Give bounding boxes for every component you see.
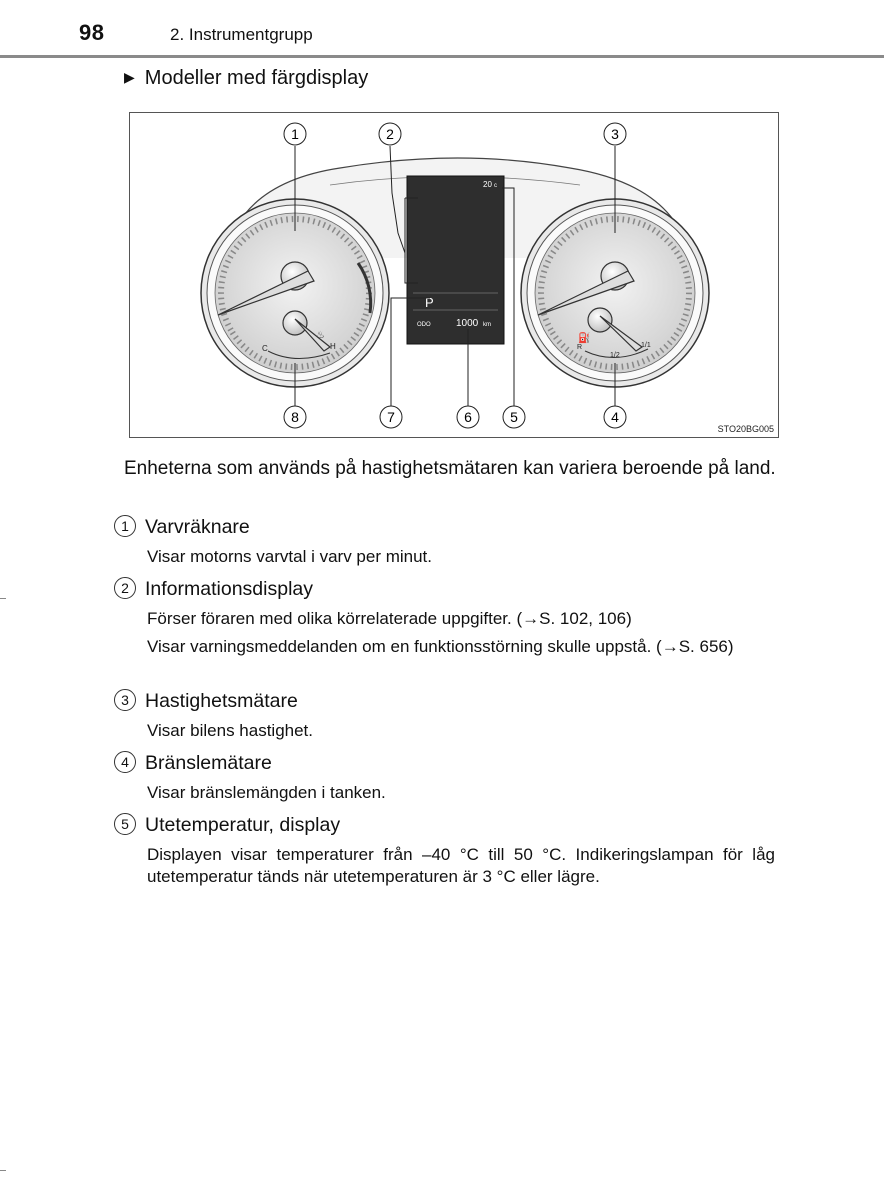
item-description: Visar motorns varvtal i varv per minut. bbox=[147, 547, 432, 566]
page-edge-mark bbox=[0, 1170, 6, 1171]
callout-4: 4 bbox=[611, 409, 619, 425]
temp-cold-label: C bbox=[262, 344, 268, 353]
item-description: Visar bränslemängden i tanken. bbox=[147, 783, 386, 802]
information-display bbox=[407, 176, 504, 344]
section-heading-text: Modeller med färgdisplay bbox=[144, 67, 369, 89]
callout-1: 1 bbox=[291, 126, 299, 142]
callout-2: 2 bbox=[386, 126, 394, 142]
item-description: Visar bilens hastighet. bbox=[147, 721, 314, 740]
outside-temp-unit: c bbox=[494, 183, 497, 189]
item-description: Displayen visar temperaturer från –40 °C till 50 °C. Indikeringslampan för låg utetemperatur tänds när utetemperaturen är 3 °C eller lägre. bbox=[147, 845, 775, 886]
odo-label: ODO bbox=[417, 322, 431, 328]
item-title: Hastighetsmätare bbox=[145, 690, 298, 712]
section-heading bbox=[124, 67, 368, 90]
page-number: 98 bbox=[79, 20, 105, 45]
fuel-half-label: 1/2 bbox=[610, 352, 620, 359]
fuel-pump-icon: ⛽ bbox=[578, 333, 591, 344]
figure-code: STO20BG005 bbox=[717, 424, 774, 434]
fuel-full-label: 1/1 bbox=[641, 342, 651, 349]
intro-paragraph: Enheterna som används på hastighetsmätaren kan variera beroende på land. bbox=[124, 458, 776, 479]
item-title: Utetemperatur, display bbox=[145, 814, 341, 836]
chapter-title: 2. Instrumentgrupp bbox=[170, 25, 313, 44]
gear-indicator: P bbox=[425, 295, 434, 310]
item-number: 1 bbox=[114, 515, 136, 537]
page-edge-mark bbox=[0, 598, 6, 599]
item-description: Visar varningsmeddelanden om en funktionsstörning skulle uppstå. (→S. 656) bbox=[147, 637, 734, 656]
item-number: 3 bbox=[114, 689, 136, 711]
fuel-empty-label: R bbox=[577, 344, 583, 351]
callout-8: 8 bbox=[291, 409, 299, 425]
triangle-bullet-icon: ▶ bbox=[124, 69, 135, 85]
list-item bbox=[114, 514, 776, 568]
callout-5: 5 bbox=[510, 409, 518, 425]
item-number: 4 bbox=[114, 751, 136, 773]
instrument-cluster-figure bbox=[129, 112, 779, 438]
odo-value: 1000 bbox=[456, 318, 479, 329]
item-number: 2 bbox=[114, 577, 136, 599]
callout-3: 3 bbox=[611, 126, 619, 142]
list-item bbox=[114, 750, 776, 804]
odo-unit: km bbox=[483, 322, 491, 328]
item-description: Förser föraren med olika körrelaterade uppgifter. (→S. 102, 106) bbox=[147, 609, 632, 628]
instrument-cluster-illustration bbox=[130, 113, 780, 439]
item-number: 5 bbox=[114, 813, 136, 835]
temp-hot-label: H bbox=[330, 342, 336, 351]
list-item bbox=[114, 688, 776, 742]
callout-7: 7 bbox=[387, 409, 395, 425]
item-title: Informationsdisplay bbox=[145, 578, 313, 600]
header-rule bbox=[0, 55, 884, 58]
coolant-temperature-icon: ♨ bbox=[316, 330, 325, 341]
item-title: Varvräknare bbox=[145, 516, 250, 538]
outside-temp-readout: 20 bbox=[483, 180, 492, 189]
list-item bbox=[114, 812, 776, 888]
item-title: Bränslemätare bbox=[145, 752, 272, 774]
callout-6: 6 bbox=[464, 409, 472, 425]
list-item bbox=[114, 576, 776, 658]
